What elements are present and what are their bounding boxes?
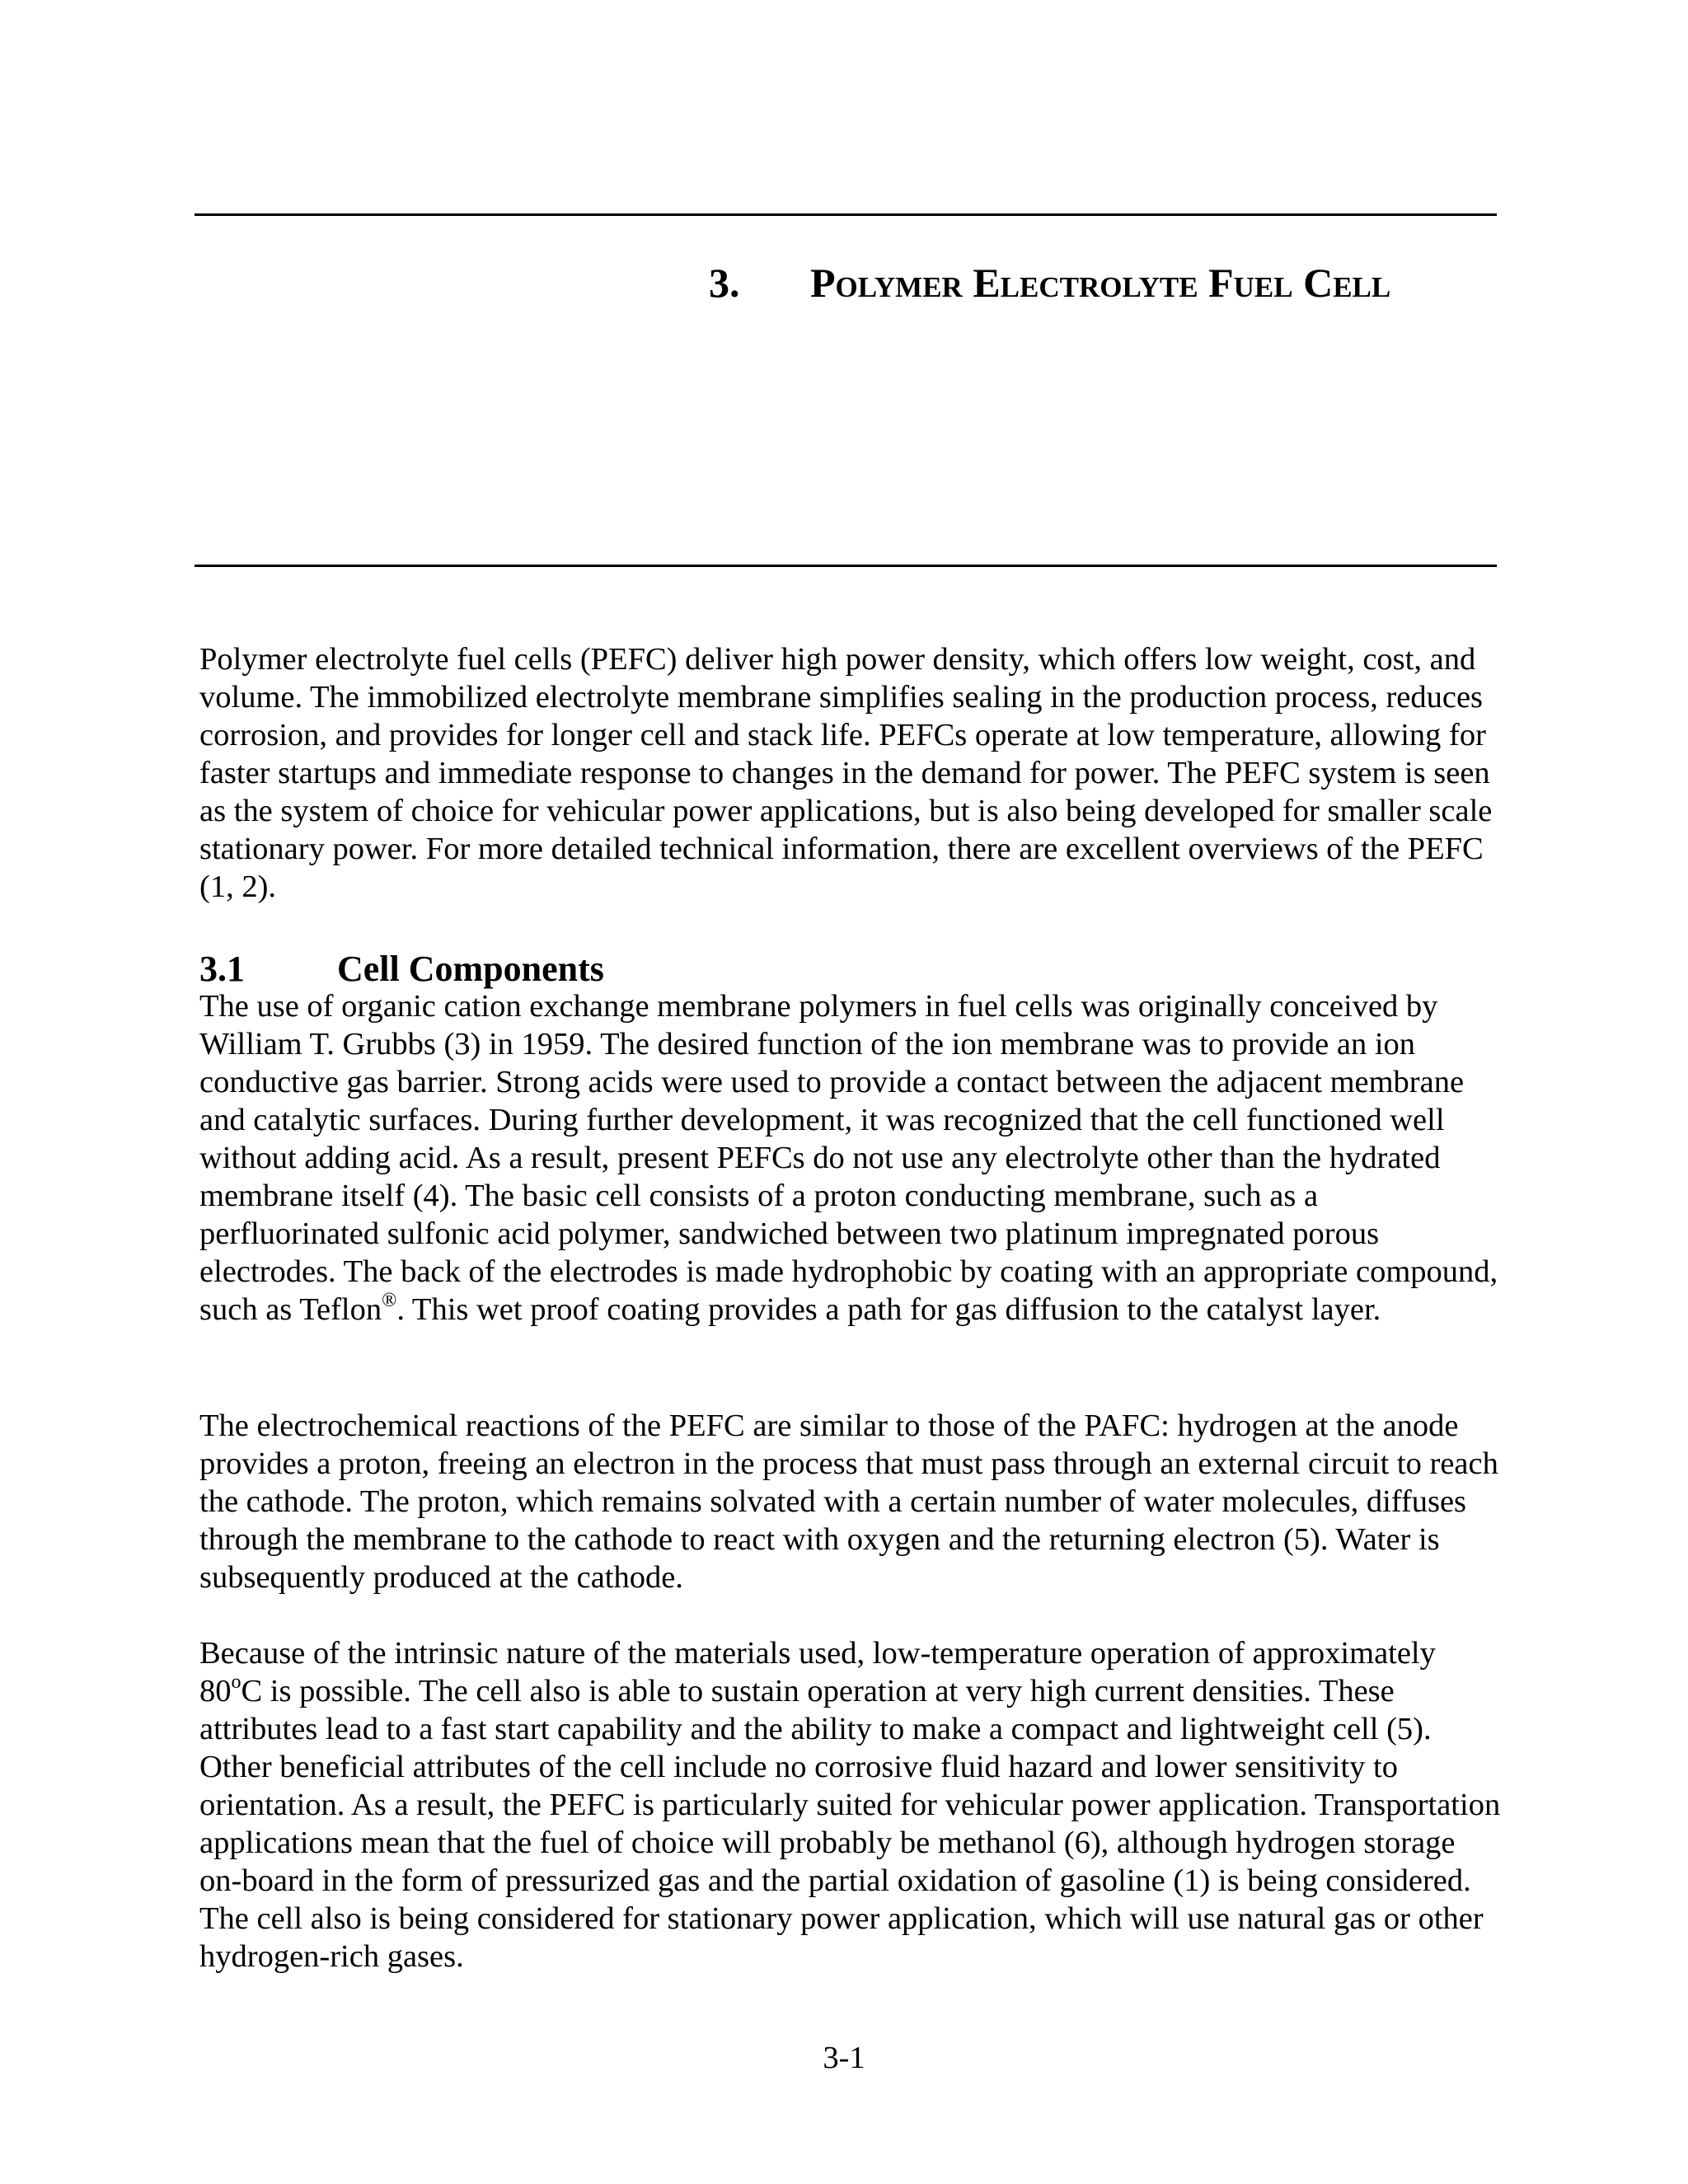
degree-superscript: o [231, 1671, 241, 1693]
paragraph-text [199, 987, 1502, 1329]
top-rule [195, 213, 1497, 216]
cell-components-paragraph-3 [199, 1634, 1502, 1975]
chapter-title [709, 254, 1497, 312]
section-number: 3.1 [199, 949, 245, 989]
section-heading [199, 946, 604, 992]
paragraph-text-part: Because of the intrinsic nature of the materials used, low-temperature operation of approximately 80 [199, 1636, 1436, 1708]
paragraph-text-part: . This wet proof coating provides a path for gas diffusion to the catalyst layer. [396, 1292, 1381, 1327]
paragraph-text-part: The use of organic cation exchange membrane polymers in fuel cells was originally conceived by William T. Grubbs (3) in 1959. The desired function of the ion membrane was to provide an ion conductive gas barrier. Strong acids were used to provide a contact between the adjacent membrane and catalytic surfaces. During further development, it was recognized that the cell functioned well without adding acid. As a result, present PEFCs do not use any electrolyte other than the hydrated membrane itself (4). The basic cell consists of a proton conducting membrane, such as a perfluorinated sulfonic acid polymer, sandwiched between two platinum impregnated porous electrodes. The back of the electrodes is made hydrophobic by coating with an appropriate compound, such as Teflon [199, 989, 1498, 1327]
paragraph-text [199, 1634, 1502, 1975]
cell-components-paragraph-2 [199, 1407, 1502, 1596]
cell-components-paragraph-1 [199, 987, 1502, 1329]
chapter-number: 3. [709, 260, 740, 306]
page-number: 3-1 [823, 2041, 865, 2075]
paragraph-text: The electrochemical reactions of the PEFC are similar to those of the PAFC: hydrogen at the anode provides a proton, freeing an electron in the process that must pass through an external circuit to reach the cathode. The proton, which remains solvated with a certain number of water molecules, diffuses through the membrane to the cathode to react with oxygen and the returning electron (5). Water is subsequently produced at the cathode. [199, 1408, 1498, 1595]
section-title: Cell Components [337, 949, 604, 989]
bottom-rule [195, 565, 1497, 567]
intro-section [199, 640, 1502, 906]
paragraph-text-part: C is possible. The cell also is able to sustain operation at very high current densities. These attributes lead to a fast start capability and the ability to make a compact and lightweight cell (5). Other beneficial attributes of the cell include no corrosive fluid hazard and lower sensitivity to orientation. As a result, the PEFC is particularly suited for vehicular power application. Transportation applications mean that the fuel of choice will probably be methanol (6), although hydrogen storage on-board in the form of pressurized gas and the partial oxidation of gasoline (1) is being considered. The cell also is being considered for stationary power application, which will use natural gas or other hydrogen-rich gases. [199, 1674, 1501, 1974]
intro-paragraph: Polymer electrolyte fuel cells (PEFC) deliver high power density, which offers low weight, cost, and volume. The immobilized electrolyte membrane simplifies sealing in the production process, reduces corrosion, and provides for longer cell and stack life. PEFCs operate at low temperature, allowing for faster startups and immediate response to changes in the demand for power. The PEFC system is seen as the system of choice for vehicular power applications, but is also being developed for smaller scale stationary power. For more detailed technical information, there are excellent overviews of the PEFC (1, 2). [199, 642, 1493, 904]
registered-trademark-symbol: ® [382, 1290, 397, 1311]
chapter-title-text: Polymer Electrolyte Fuel Cell [810, 260, 1391, 306]
